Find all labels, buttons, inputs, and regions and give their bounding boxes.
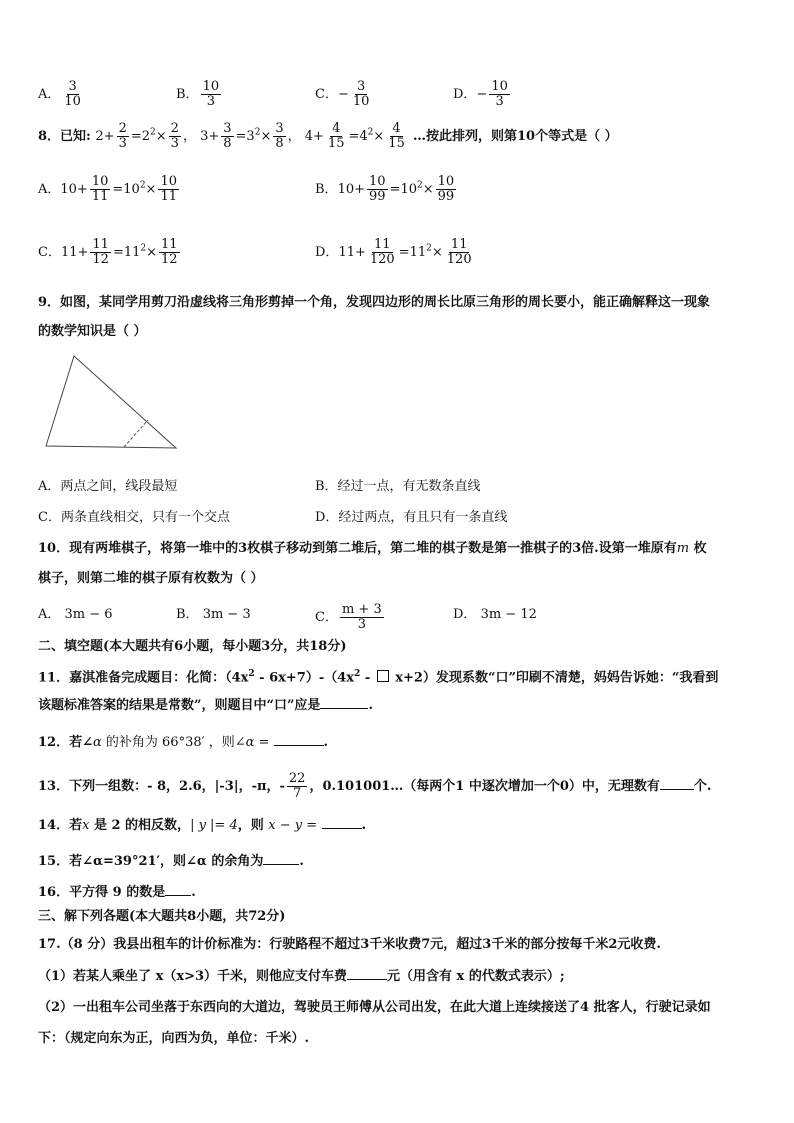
q8-option-b: B．10+ $\frac{10}{99}$ $=10^2\times$ $\frac{10}{99}$	[315, 174, 455, 204]
answer-blank[interactable]	[322, 816, 362, 829]
q7-option-c: C．− $\frac{3}{10}$	[315, 79, 370, 109]
blank-square-icon	[377, 670, 389, 682]
q9-stem-line1: 9．如图，某同学用剪刀沿虚线将三角形剪掉一个角，发现四边形的周长比原三角形的周长要小，能正确解释这一现象	[38, 295, 711, 310]
q10-stem-line2: 棋子，则第二堆的棋子原有枚数为（ ）	[38, 571, 264, 586]
q8-option-d: D．11+ $\frac{11}{120}$ $=11^2\times$ $\frac{11}{120}$	[315, 237, 472, 267]
q10-stem-line1: 10．现有两堆棋子，将第一堆中的3枚棋子移动到第二堆后，第二堆的棋子数是第一推棋子的3倍.设第一堆原有m 枚	[38, 541, 707, 556]
q10-option-a: A． 3m − 6	[38, 607, 113, 622]
answer-blank[interactable]	[165, 883, 191, 896]
q7-option-b: B． $\frac{10}{3}$	[176, 79, 220, 109]
q9-stem-line2: 的数学知识是（ ）	[38, 324, 147, 339]
dashed-cut-line	[124, 420, 148, 447]
section-2-heading: 二、填空题(本大题共有6小题，每小题3分，共18分)	[38, 639, 347, 654]
q15-stem: 15．若∠α=39°21′，则∠α 的余角为 .	[38, 854, 304, 869]
q10-option-c: C． $\frac{m + 3}{3}$	[315, 602, 382, 632]
q8-option-c: C．11+ $\frac{11}{12}$ $=11^2\times$ $\frac{11}{12}$	[38, 237, 178, 267]
q16-stem: 16．平方得 9 的数是 .	[38, 885, 196, 900]
answer-blank[interactable]	[274, 733, 324, 746]
q11-stem-line2: 该题标准答案的结果是常数”，则题目中“口”应是 .	[38, 698, 373, 713]
answer-blank[interactable]	[320, 696, 368, 709]
q13-stem: 13．下列一组数：- 8，2.6，|-3|，-π，- $\frac{22}{7}$ ，0.101001…（每两个1 中逐次增加一个0）中，无理数有 个.	[38, 771, 712, 801]
q17-sub2-line1: （2）一出租车公司坐落于东西向的大道边，驾驶员王师傅从公司出发，在此大道上连续接送了4 批客人，行驶记录如	[38, 1000, 711, 1015]
q9-option-c: C．两条直线相交，只有一个交点	[38, 510, 230, 525]
q17-sub1: （1）若某人乘坐了 x（x>3）千米，则他应支付车费 元（用含有 x 的代数式表示）;	[38, 969, 565, 984]
triangle-figure	[40, 352, 182, 450]
q14-stem: 14．若x 是 2 的相反数，| y |= 4，则 x − y = .	[38, 818, 367, 833]
answer-blank[interactable]	[347, 967, 387, 980]
q7-option-d: D．− $\frac{10}{3}$	[453, 79, 508, 109]
q10-option-b: B． 3m − 3	[176, 607, 251, 622]
q17-sub2-line2: 下：（规定向东为正，向西为负，单位：千米）.	[38, 1031, 310, 1046]
q8-stem: 8．已知: 2+ $\frac{2}{3}$ $=2^2\times$ $\frac{2}{3}$ ， 3+ $\frac{3}{8}$ $=3^2\times$ $\frac{3}{8}$ ， 4+ $\frac{4}{15}$ $=4^2\times$ $\frac{4}{15}$ …按此排列，则第10个等式是（ ）	[38, 121, 618, 151]
q7-option-a: A． $\frac{3}{10}$	[38, 79, 81, 109]
q17-stem: 17.（8 分）我县出租车的计价标准为：行驶路程不超过3千米收费7元，超过3千米的部分按每千米2元收费.	[38, 937, 661, 952]
answer-blank[interactable]	[263, 852, 299, 865]
q9-option-d: D．经过两点，有且只有一条直线	[315, 510, 508, 525]
q9-option-b: B．经过一点，有无数条直线	[315, 479, 481, 494]
q9-option-a: A．两点之间，线段最短	[38, 479, 178, 494]
q12-stem: 12．若∠α 的补角为 66°38′ ，则∠α = .	[38, 735, 329, 750]
triangle-outline	[46, 356, 176, 448]
q11-stem-line1: 11．嘉淇准备完成题目：化简：$(4x^2 - 6x+7)-(4x^2 - x+2)$发现系数“口”印刷不清楚，妈妈告诉她：“我看到	[38, 669, 719, 686]
q10-option-d: D． 3m − 12	[453, 607, 537, 622]
q8-option-a: A．10+ $\frac{10}{11}$ $=10^2\times$ $\frac{10}{11}$	[38, 174, 177, 204]
section-3-heading: 三、解下列各题(本大题共8小题，共72分)	[38, 909, 286, 924]
answer-blank[interactable]	[660, 777, 694, 790]
